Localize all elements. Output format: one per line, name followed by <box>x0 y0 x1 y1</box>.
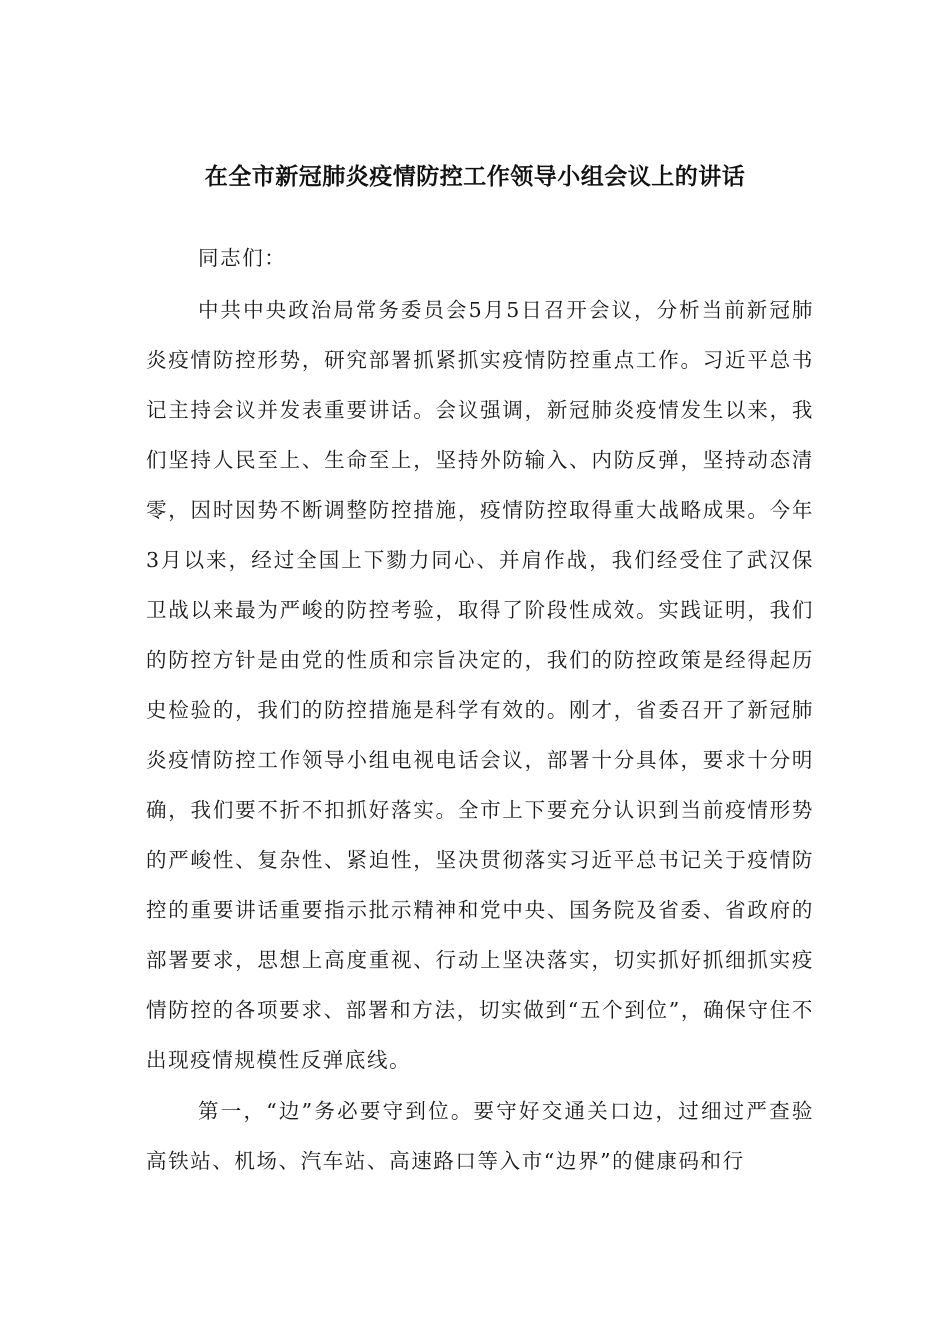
greeting: 同志们： <box>198 246 287 270</box>
body-paragraph: 中共中央政治局常务委员会5月5日召开会议，分析当前新冠肺炎疫情防控形势，研究部署抓紧抓实疫情防控重点工作。习近平总书记主持会议并发表重要讲话。会议强调，新冠肺炎疫情发生以来，我们坚持人民至上、生命至上，坚持外防输入、内防反弹，坚持动态清零，因时因势不断调整防控措施，疫情防控取得重大战略成果。今年3月以来，经过全国上下勠力同心、并肩作战，我们经受住了武汉保卫战以来最为严峻的防控考验，取得了阶段性成效。实践证明，我们的防控方针是由党的性质和宗旨决定的，我们的防控政策是经得起历史检验的，我们的防控措施是科学有效的。刚才，省委召开了新冠肺炎疫情防控工作领导小组电视电话会议，部署十分具体，要求十分明确，我们要不折不扣抓好落实。全市上下要充分认识到当前疫情形势的严峻性、复杂性、紧迫性，坚决贯彻落实习近平总书记关于疫情防控的重要讲话重要指示批示精神和党中央、国务院及省委、省政府的部署要求，思想上高度重视、行动上坚决落实，切实抓好抓细抓实疫情防控的各项要求、部署和方法，切实做到“五个到位”，确保守住不出现疫情规模性反弹底线。 <box>146 298 814 1072</box>
document-title: 在全市新冠肺炎疫情防控工作领导小组会议上的讲话 <box>204 164 746 190</box>
document-body <box>146 233 814 1187</box>
body-paragraph: 第一，“边”务必要守到位。要守好交通关口边，过细过严查验高铁站、机场、汽车站、高速路口等入市“边界”的健康码和行 <box>146 1099 814 1173</box>
